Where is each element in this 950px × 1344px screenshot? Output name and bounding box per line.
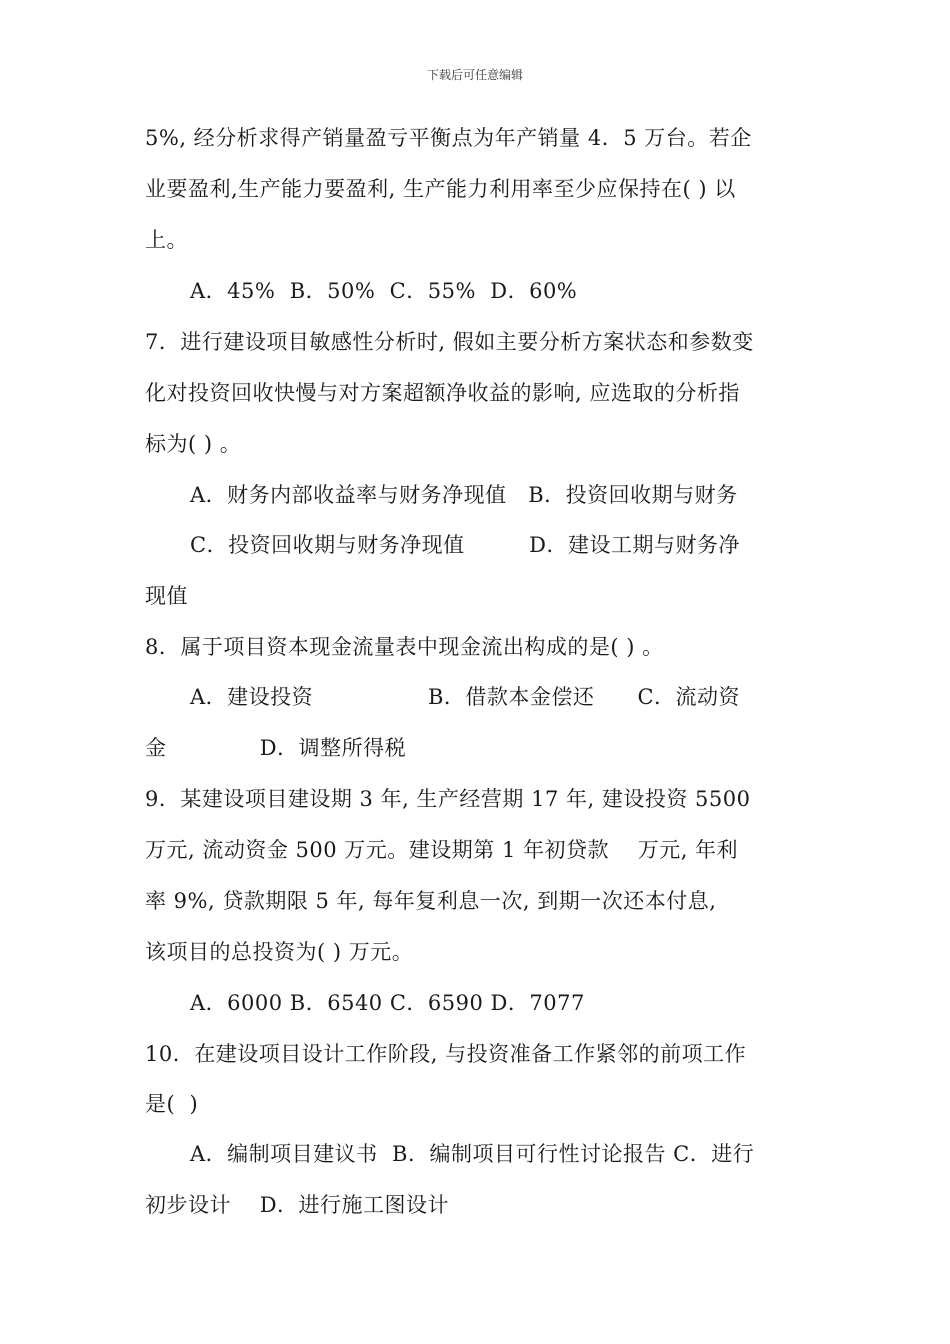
text-line: 上。 xyxy=(145,228,188,252)
page-header: 下载后可任意编辑 xyxy=(426,68,523,82)
text-line: 该项目的总投资为( ) 万元。 xyxy=(145,940,414,964)
text-line: 业要盈利,生产能力要盈利, 生产能力利用率至少应保持在( ) 以 xyxy=(145,177,736,201)
option-line: A．45% B．50% C．55% D．60% xyxy=(190,279,578,303)
text-line: 率 9%, 贷款期限 5 年, 每年复利息一次, 到期一次还本付息, xyxy=(145,889,717,913)
option-line: A．6000 B．6540 C．6590 D．7077 xyxy=(190,991,585,1015)
question-line: 7．进行建设项目敏感性分析时, 假如主要分析方案状态和参数变 xyxy=(145,330,754,354)
text-line: 万元, 流动资金 500 万元。建设期第 1 年初贷款 万元, 年利 xyxy=(145,838,739,862)
option-line: C．投资回收期与财务净现值 D．建设工期与财务净 xyxy=(190,533,740,557)
option-line: A．财务内部收益率与财务净现值 B．投资回收期与财务 xyxy=(190,483,738,507)
option-line: A．编制项目建议书 B．编制项目可行性讨论报告 C．进行 xyxy=(190,1142,755,1166)
text-line: 初步设计 D．进行施工图设计 xyxy=(145,1193,450,1217)
option-line: A．建设投资 B．借款本金偿还 C．流动资 xyxy=(190,685,741,709)
text-line: 化对投资回收快慢与对方案超额净收益的影响, 应选取的分析指 xyxy=(145,381,740,405)
text-line: 是( ) xyxy=(145,1092,199,1116)
question-line: 10．在建设项目设计工作阶段, 与投资准备工作紧邻的前项工作 xyxy=(145,1042,747,1066)
text-line: 金 D．调整所得税 xyxy=(145,736,407,760)
text-line: 现值 xyxy=(145,584,188,608)
text-line: 5%, 经分析求得产销量盈亏平衡点为年产销量 4．5 万台。若企 xyxy=(145,126,752,150)
question-line: 9．某建设项目建设期 3 年, 生产经营期 17 年, 建设投资 5500 xyxy=(145,787,751,811)
text-line: 标为( ) 。 xyxy=(145,432,242,456)
question-line: 8．属于项目资本现金流量表中现金流出构成的是( ) 。 xyxy=(145,635,664,659)
